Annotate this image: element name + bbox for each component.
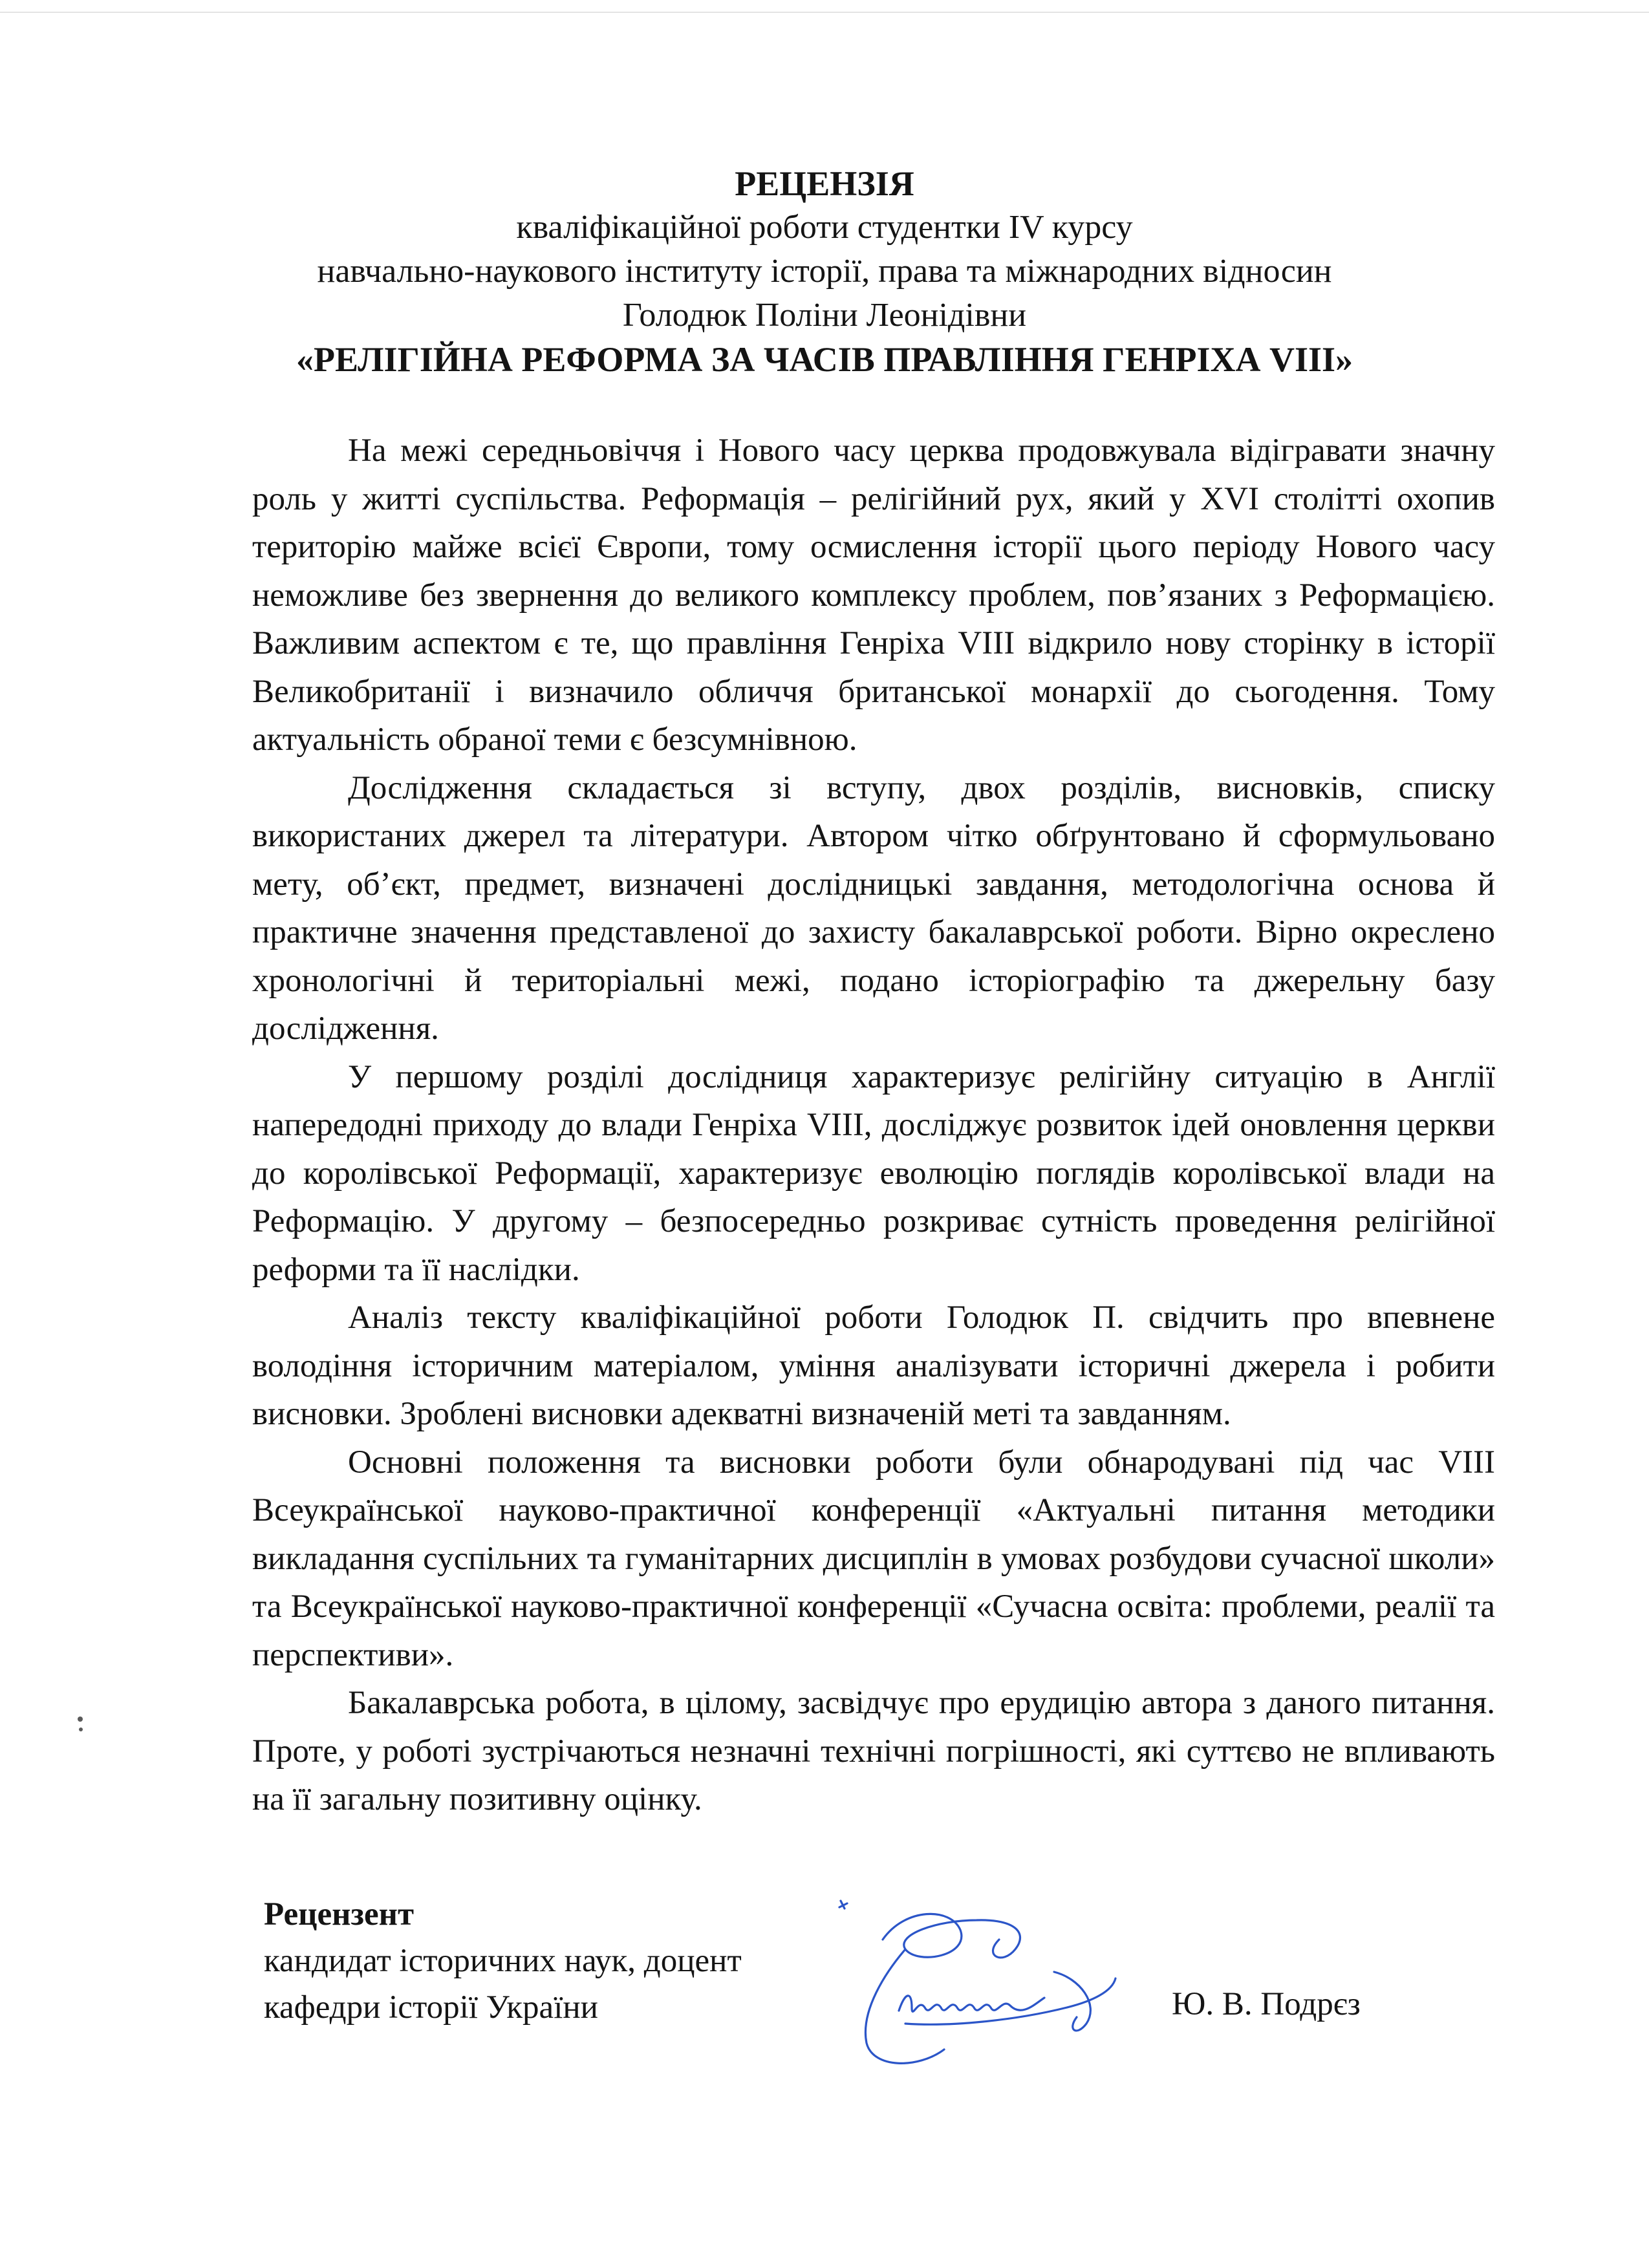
paragraph: Бакалаврська робота, в цілому, засвідчує про ерудицію автора з даного питання. Проте, у роботі зустрічаються незначні технічні погрішності, які суттєво не впливають на її загальну позитивну оцінку. [252,1685,1495,1817]
signature-stroke [899,1996,1044,2012]
scan-speck [78,1717,83,1722]
reviewer-degree: кандидат історичних наук, доцент [264,1943,742,1979]
reviewer-department: кафедри історії України [264,1989,598,2026]
reviewer-role-label: Рецензент [264,1896,415,1932]
scan-speck [79,1728,83,1731]
subtitle-line-1: кваліфікаційної роботи студентки IV курсу [516,209,1133,246]
document-title: РЕЦЕНЗІЯ [735,164,914,203]
signature-stroke [905,1978,1116,2024]
review-body [252,427,1495,1824]
paragraph: Аналіз тексту кваліфікаційної роботи Голодюк П. свідчить про впевнене володіння історичним матеріалом, уміння аналізувати історичні джерела і робити висновки. Зроблені висновки адекватні визначеній меті та завданням. [252,1300,1495,1432]
subtitle-line-2: навчально-наукового інституту історії, права та міжнародних відносин [317,253,1332,290]
paragraph: Основні положення та висновки роботи були обнародувані під час VIII Всеукраїнської науково-практичної конференції «Актуальні питання методики викладання суспільних та гуманітарних дисциплін в умовах розбудови сучасної школи» та Всеукраїнської науково-практичної конференції «Сучасна освіта: проблеми, реалії та перспективи». [252,1444,1495,1673]
document-header [233,162,1416,381]
work-title: «РЕЛІГІЙНА РЕФОРМА ЗА ЧАСІВ ПРАВЛІННЯ ГЕНРІХА VIII» [296,340,1353,379]
reviewer-block [264,1891,742,2031]
paragraph: На межі середньовіччя і Нового часу церква продовжувала відігравати значну роль у житті суспільства. Реформація – релігійний рух, який у XVI столітті охопив територію майже всієї Європи, тому осмислення історії цього періоду Нового часу неможливе без звернення до великого комплексу проблем, пов’язаних з Реформацією. Важливим аспектом є те, що правління Генріха VIII відкрило нову сторінку в історії Великобританії і визначило обличчя британської монархії до сьогодення. Тому актуальність обраної теми є безсумнівною. [252,433,1495,758]
student-name: Голодюк Поліни Леонідівни [622,297,1027,334]
reviewer-name: Ю. В. Подрєз [1172,1986,1361,2022]
paragraph: Дослідження складається зі вступу, двох розділів, висновків, списку використаних джерел та літератури. Автором чітко обґрунтовано й сформульовано мету, об’єкт, предмет, визначені дослідницькі завдання, методологічна основа й практичне значення представленої до захисту бакалаврської роботи. Вірно окреслено хронологічні й територіальні межі, подано історіографію та джерельну базу дослідження. [252,769,1495,1047]
paragraph: У першому розділі дослідниця характеризує релігійну ситуацію в Англії напередодні приходу до влади Генріха VIII, досліджує розвиток ідей оновлення церкви до королівської Реформації, характеризує еволюцію поглядів королівської влади на Реформацію. У другому – безпосередньо розкриває сутність проведення релігійної реформи та її наслідки. [252,1058,1495,1288]
handwritten-signature [821,1894,1145,2088]
signature-stroke [839,1901,847,1909]
scan-top-edge [0,12,1649,13]
